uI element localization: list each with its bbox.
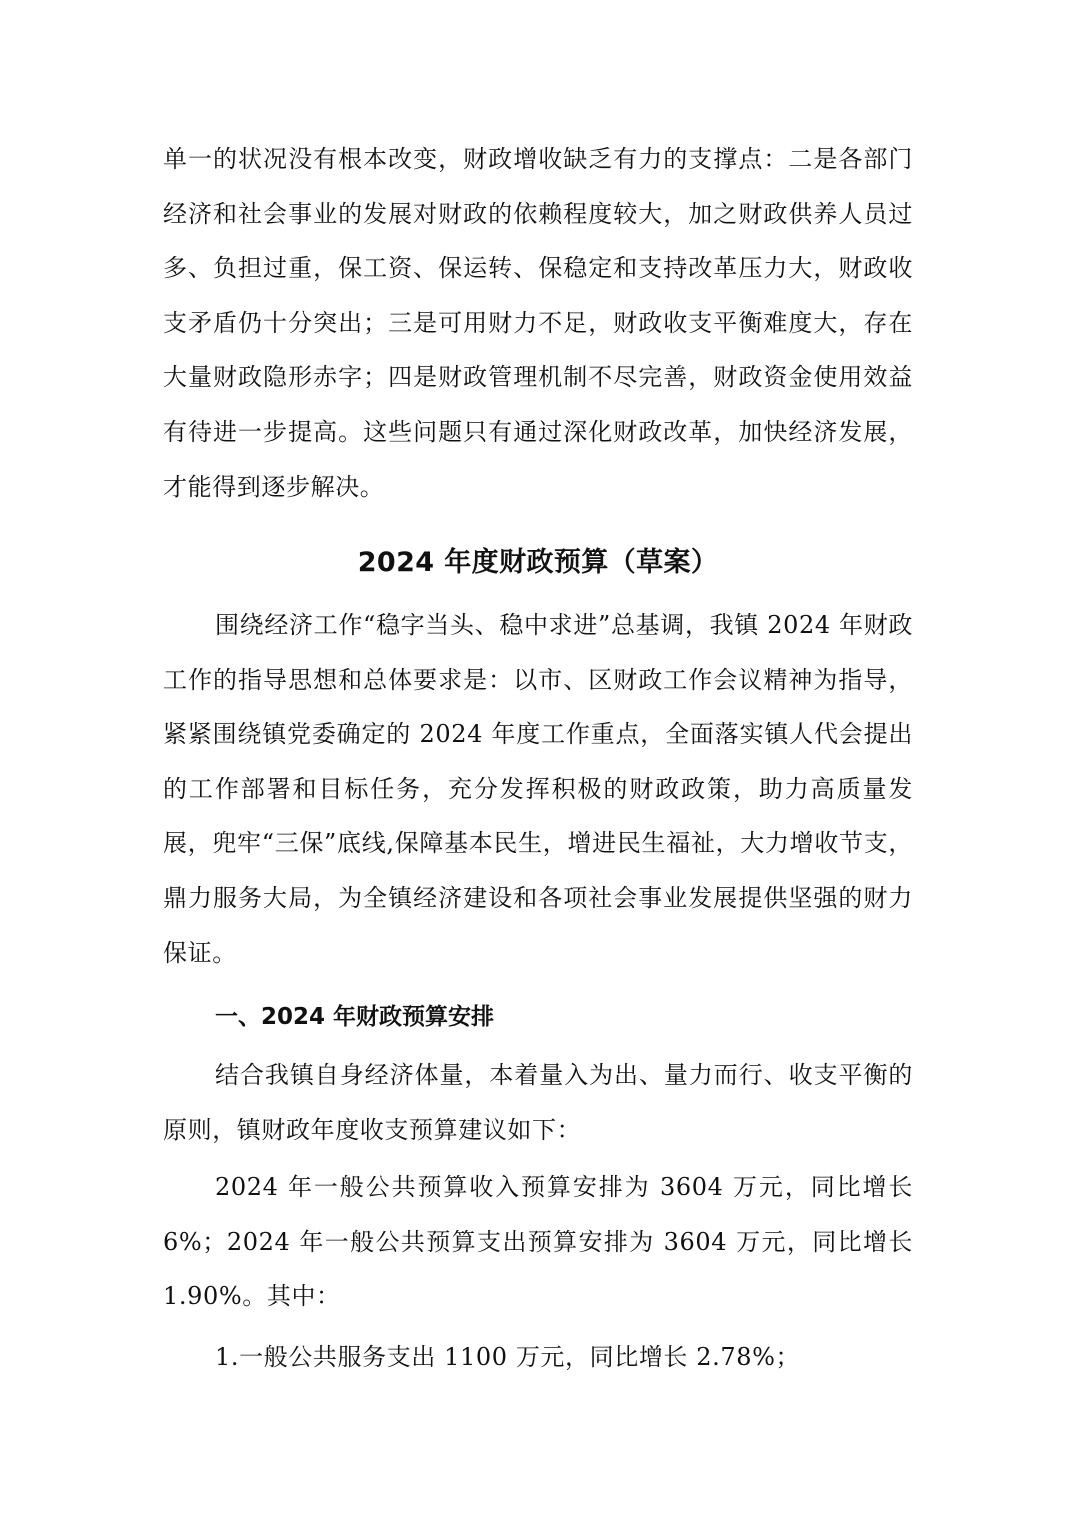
- budget-paragraph: 2024 年一般公共预算收入预算安排为 3604 万元，同比增长 6%；2024 年一般公共预算支出预算安排为 3604 万元，同比增长 1.90%。其中：: [163, 1173, 913, 1311]
- document-title: 2024 年度财政预算（草案）: [357, 547, 719, 578]
- intro-paragraph: 围绕经济工作“稳字当头、稳中求进”总基调，我镇 2024 年财政工作的指导思想和总体要求是：以市、区财政工作会议精神为指导，紧紧围绕镇党委确定的 2024 年度工作重点，全面落实镇人代会提出的工作部署和目标任务，充分发挥积极的财政政策，助力高质量发展，兜牢“三保”底线,保障基本民生，增进民生福祉，大力增收节支，鼎力服务大局，为全镇经济建设和各项社会事业发展提供坚强的财力保证。: [163, 611, 913, 967]
- section-heading: 一、2024 年财政预算安排: [215, 1004, 495, 1030]
- expenditure-item-1: 1.一般公共服务支出 1100 万元，同比增长 2.78%；: [215, 1343, 801, 1371]
- principle-paragraph: 结合我镇自身经济体量，本着量入为出、量力而行、收支平衡的原则，镇财政年度收支预算建议如下：: [163, 1061, 913, 1144]
- continuation-paragraph: 单一的状况没有根本改变，财政增收缺乏有力的支撑点：二是各部门经济和社会事业的发展对财政的依赖程度较大，加之财政供养人员过多、负担过重，保工资、保运转、保稳定和支持改革压力大，财政收支矛盾仍十分突出；三是可用财力不足，财政收支平衡难度大，存在大量财政隐形赤字；四是财政管理机制不尽完善，财政资金使用效益有待进一步提高。这些问题只有通过深化财政改革，加快经济发展，才能得到逐步解决。: [163, 145, 913, 501]
